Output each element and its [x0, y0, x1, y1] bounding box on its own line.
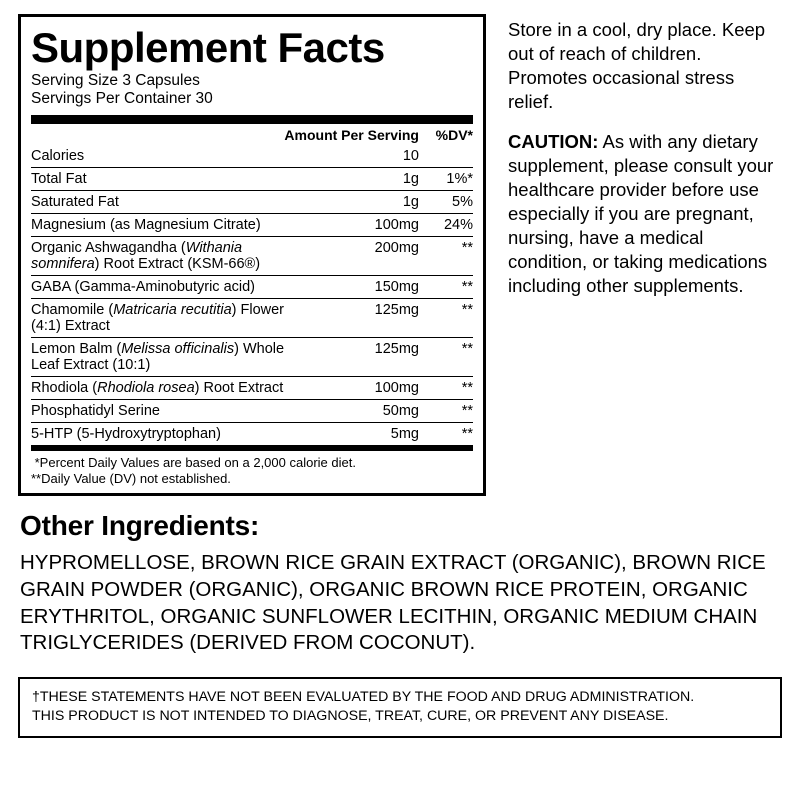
latin-name: Melissa officinalis [121, 340, 235, 357]
ingredient-amount: 100mg [284, 376, 419, 399]
caution-paragraph [508, 130, 782, 298]
ingredient-daily-value: ** [419, 298, 473, 337]
ingredient-amount: 5mg [284, 422, 419, 445]
table-row [31, 298, 473, 337]
ingredient-amount: 10 [284, 145, 419, 168]
panel-title: Supplement Facts [31, 24, 385, 71]
storage-text: Store in a cool, dry place. Keep out of reach of children. Promotes occasional stress relief. [508, 19, 766, 113]
ingredient-daily-value: ** [419, 422, 473, 445]
latin-name: Rhodiola rosea [97, 379, 195, 396]
servings-per-container: Servings Per Container 30 [31, 90, 213, 108]
disclaimer-line-2: THIS PRODUCT IS NOT INTENDED TO DIAGNOSE, TREAT, CURE, OR PREVENT ANY DISEASE. [32, 707, 669, 724]
ingredient-name: Magnesium (as Magnesium Citrate) [31, 213, 284, 236]
ingredient-name: Chamomile (Matricaria recutitia) Flower (4:1) Extract [31, 298, 284, 337]
ingredient-name: Rhodiola (Rhodiola rosea) Root Extract [31, 376, 284, 399]
ingredient-daily-value: ** [419, 275, 473, 298]
ingredient-daily-value: 5% [419, 190, 473, 213]
ingredient-name: Phosphatidyl Serine [31, 399, 284, 422]
ingredient-daily-value: 24% [419, 213, 473, 236]
ingredient-name: GABA (Gamma-Aminobutyric acid) [31, 275, 284, 298]
divider-thick [31, 115, 473, 124]
table-row [31, 337, 473, 376]
caution-label: CAUTION: [508, 131, 599, 153]
panel-footnotes [31, 451, 473, 488]
table-row [31, 145, 473, 168]
table-row [31, 213, 473, 236]
ingredient-amount: 200mg [284, 236, 419, 275]
caution-text: As with any dietary supplement, please consult your healthcare provider before use especially if you are pregnant, nursing, have a medical condition, or taking medications including other supplements. [508, 131, 774, 297]
ingredient-amount: 50mg [284, 399, 419, 422]
table-row [31, 236, 473, 275]
top-section [18, 14, 782, 496]
footnote-dv-not-established: **Daily Value (DV) not established. [31, 470, 231, 486]
table-row [31, 167, 473, 190]
ingredient-amount: 100mg [284, 213, 419, 236]
fda-disclaimer [18, 677, 782, 738]
ingredient-name: Lemon Balm (Melissa officinalis) Whole Leaf Extract (10:1) [31, 337, 284, 376]
ingredient-daily-value: 1%* [419, 167, 473, 190]
table-header-row [31, 124, 473, 145]
other-ingredients-title: Other Ingredients: [20, 510, 260, 542]
footnote-daily-value: *Percent Daily Values are based on a 2,000 calorie diet. [31, 454, 356, 470]
other-ingredients-body: HYPROMELLOSE, BROWN RICE GRAIN EXTRACT (ORGANIC), BROWN RICE GRAIN POWDER (ORGANIC), ORGANIC BROWN RICE PROTEIN, ORGANIC ERYTHRITOL, ORGANIC SUNFLOWER LECITHIN, ORGANIC MEDIUM CHAIN TRIGLYCERIDES (DERIVED FROM COCONUT). [20, 551, 766, 655]
serving-size: Serving Size 3 Capsules [31, 72, 200, 90]
header-percent-dv: %DV* [435, 126, 473, 143]
table-row [31, 190, 473, 213]
ingredient-daily-value [419, 145, 473, 168]
ingredient-daily-value: ** [419, 236, 473, 275]
disclaimer-line-1: †THESE STATEMENTS HAVE NOT BEEN EVALUATED BY THE FOOD AND DRUG ADMINISTRATION. [32, 688, 695, 705]
ingredient-daily-value: ** [419, 376, 473, 399]
ingredient-name: Calories [31, 145, 284, 168]
ingredient-name: Organic Ashwagandha (Withania somnifera) Root Extract (KSM-66®) [31, 236, 284, 275]
header-spacer [31, 124, 284, 145]
ingredient-amount: 150mg [284, 275, 419, 298]
ingredient-amount: 1g [284, 190, 419, 213]
table-row [31, 376, 473, 399]
nutrition-table [31, 124, 473, 446]
ingredient-daily-value: ** [419, 399, 473, 422]
ingredient-name: 5-HTP (5-Hydroxytryptophan) [31, 422, 284, 445]
latin-name: Withania somnifera [31, 239, 243, 272]
ingredient-amount: 125mg [284, 298, 419, 337]
side-text-column [508, 14, 782, 315]
table-row [31, 399, 473, 422]
latin-name: Matricaria recutitia [113, 301, 232, 318]
ingredient-amount: 125mg [284, 337, 419, 376]
ingredient-name: Total Fat [31, 167, 284, 190]
header-amount-per-serving: Amount Per Serving [284, 126, 419, 143]
table-row [31, 275, 473, 298]
table-row [31, 422, 473, 445]
supplement-facts-panel [18, 14, 486, 496]
ingredient-daily-value: ** [419, 337, 473, 376]
ingredient-name: Saturated Fat [31, 190, 284, 213]
ingredient-amount: 1g [284, 167, 419, 190]
